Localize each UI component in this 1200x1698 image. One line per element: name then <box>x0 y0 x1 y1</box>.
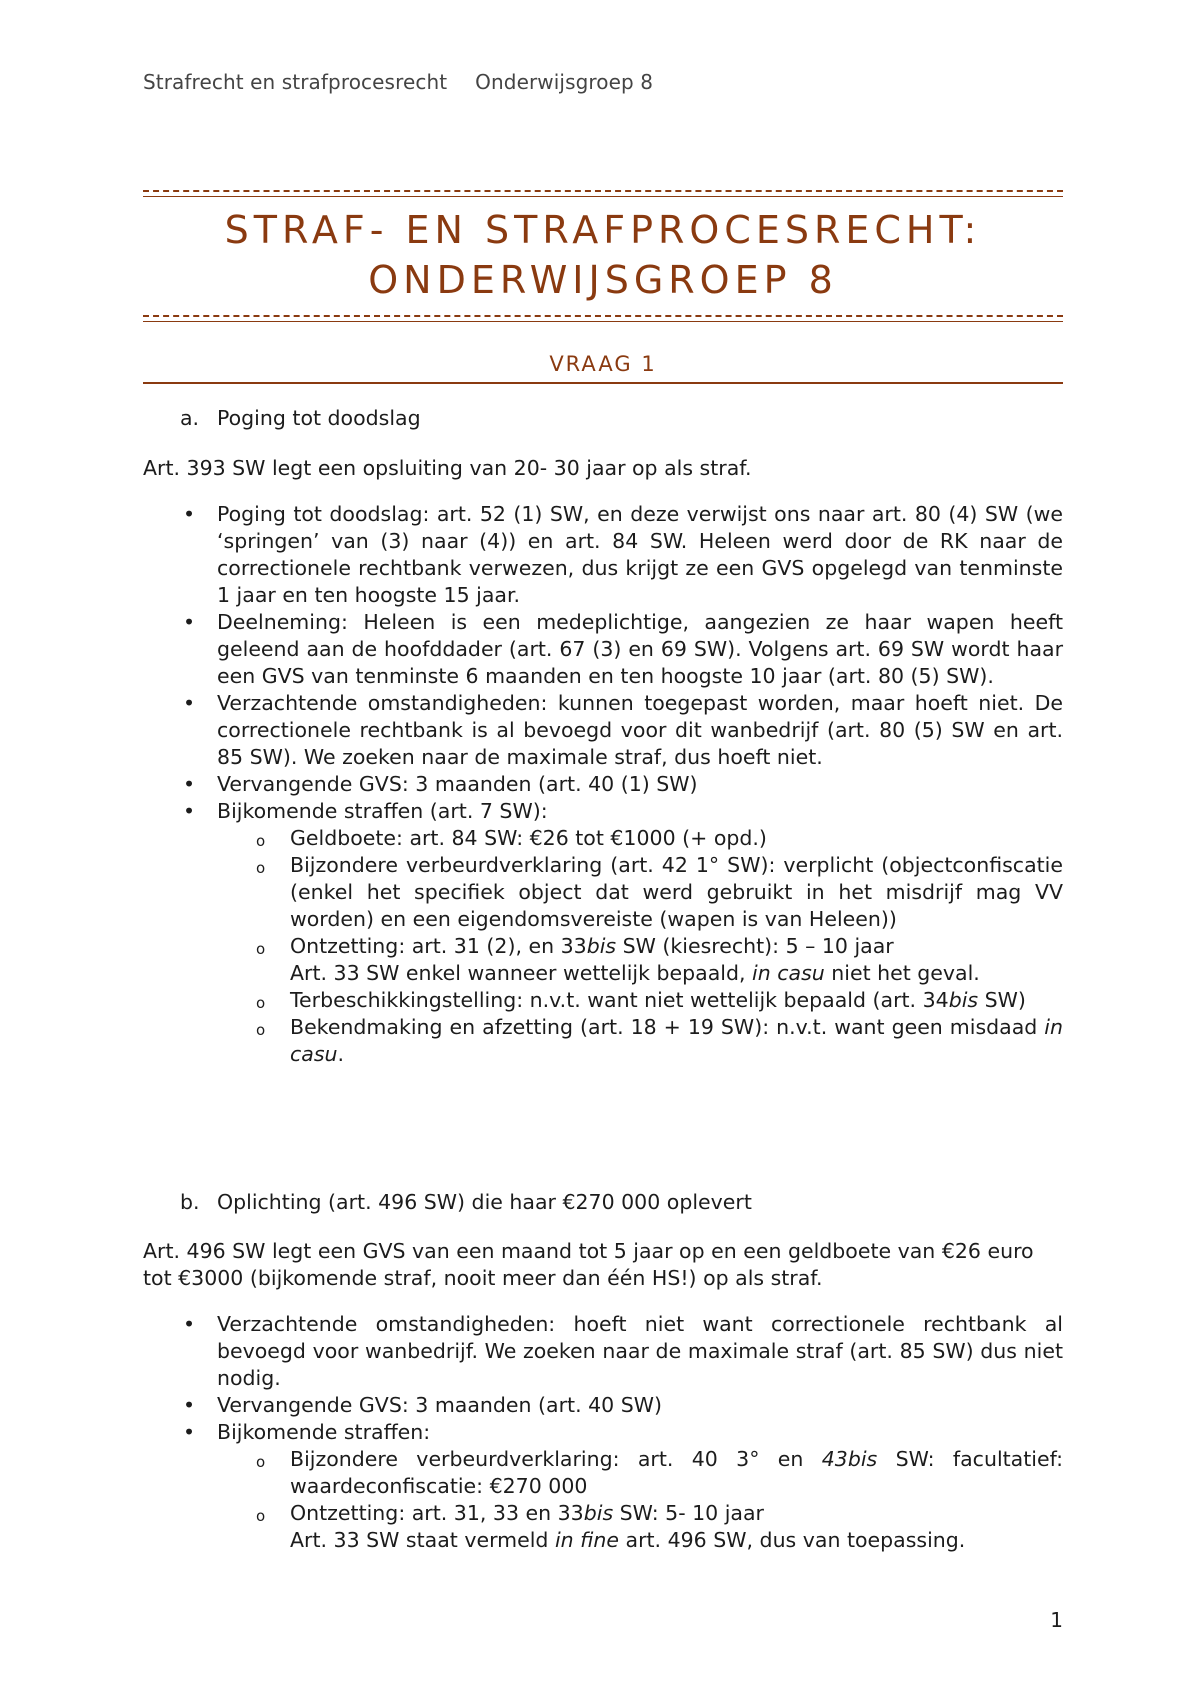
sub-bullet-icon: o <box>256 832 266 850</box>
text-run: SW (kiesrecht): 5 – 10 jaar <box>616 934 894 958</box>
list-item <box>143 798 1063 1068</box>
page-number: 1 <box>1050 1608 1063 1632</box>
header-group: Onderwijsgroep 8 <box>475 70 654 94</box>
bullet-icon: • <box>183 1420 196 1444</box>
text-run: Bekendmaking en afzetting (art. 18 + 19 SW): n.v.t. want geen misdaad <box>290 1015 1045 1039</box>
list-item-text: Poging tot doodslag: art. 52 (1) SW, en deze verwijst ons naar art. 80 (4) SW (we ‘springen’ van (3) naar (4)) en art. 84 SW. Heleen werd door de RK naar de correctionele rechtbank verwezen, dus krijgt ze een GVS opgelegd van tenminste 1 jaar en ten hoogste 15 jaar. <box>217 502 1063 607</box>
text-run: art. 496 SW, dus van toepassing. <box>619 1528 966 1552</box>
text-run: in casu <box>752 961 825 985</box>
list-item-text <box>290 1500 1063 1527</box>
text-run: Art. 33 SW enkel wanneer wettelijk bepaald, <box>290 961 753 985</box>
bullet-icon: • <box>183 1393 196 1417</box>
item-b-intro: Art. 496 SW legt een GVS van een maand tot 5 jaar op en een geldboete van €26 euro tot €3000 (bijkomende straf, nooit meer dan één HS!) op als straf. <box>143 1239 1034 1290</box>
bullet-icon: • <box>183 799 196 823</box>
sub-list-item <box>216 1500 1063 1554</box>
sub-bullet-icon: o <box>256 994 266 1012</box>
bullet-icon: • <box>183 1312 196 1336</box>
list-item <box>143 501 1063 609</box>
title-rule-bottom <box>143 315 1063 322</box>
list-item <box>143 1419 1063 1554</box>
list-item-note <box>290 960 1063 987</box>
list-item-text: Verzachtende omstandigheden: hoeft niet want correctionele rechtbank al bevoegd voor wanbedrijf. We zoeken naar de maximale straf (art. 85 SW) dus niet nodig. <box>217 1312 1063 1390</box>
text-run: Art. 33 SW staat vermeld <box>290 1528 555 1552</box>
sub-bullet-icon: o <box>256 1507 266 1525</box>
item-a-title: Poging tot doodslag <box>217 406 421 430</box>
sub-list-item <box>216 825 1063 852</box>
bullet-icon: • <box>183 772 196 796</box>
text-run: in fine <box>554 1528 620 1552</box>
text-run: Bijzondere verbeurdverklaring: art. 40 3° en <box>290 1447 822 1471</box>
list-item <box>143 609 1063 690</box>
title-block <box>143 190 1063 322</box>
text-run: bis <box>948 988 979 1012</box>
text-run: SW) <box>978 988 1026 1012</box>
section-heading <box>143 352 1063 384</box>
text-run: 43bis <box>821 1447 878 1471</box>
section-title: VRAAG 1 <box>143 352 1063 384</box>
text-run: Ontzetting: art. 31 (2), en 33 <box>290 934 587 958</box>
text-run: Terbeschikkingstelling: n.v.t. want niet wettelijk bepaald (art. 34 <box>290 988 949 1012</box>
list-item-text: Vervangende GVS: 3 maanden (art. 40 SW) <box>217 1393 662 1417</box>
item-b-heading <box>180 1190 752 1214</box>
text-run: . <box>337 1042 345 1066</box>
sub-list-item <box>216 1014 1063 1068</box>
list-item-text <box>290 933 1063 960</box>
item-a-bullet-list <box>143 501 1063 1068</box>
list-item-text: Bijkomende straffen (art. 7 SW): <box>217 799 548 823</box>
document-title <box>143 205 1063 305</box>
sub-list <box>217 825 1063 1068</box>
list-item-text: Vervangende GVS: 3 maanden (art. 40 (1) SW) <box>217 772 698 796</box>
text-run: SW: 5- 10 jaar <box>613 1501 764 1525</box>
title-line-2: ONDERWIJSGROEP 8 <box>368 258 838 302</box>
sub-bullet-icon: o <box>256 940 266 958</box>
sub-list-item <box>216 933 1063 987</box>
list-item <box>143 1311 1063 1392</box>
bullet-icon: • <box>183 502 196 526</box>
item-a-letter: a. <box>180 406 200 430</box>
text-run: bis <box>586 934 617 958</box>
sub-list-item <box>216 1446 1063 1500</box>
text-run: Ontzetting: art. 31, 33 en 33 <box>290 1501 584 1525</box>
sub-bullet-icon: o <box>256 859 266 877</box>
item-a-intro: Art. 393 SW legt een opsluiting van 20- 30 jaar op als straf. <box>143 456 752 480</box>
running-header <box>143 70 653 94</box>
list-item <box>143 690 1063 771</box>
sub-bullet-icon: o <box>256 1453 266 1471</box>
text-run: in casu <box>290 1015 1063 1066</box>
text-run: bis <box>583 1501 614 1525</box>
sub-bullet-icon: o <box>256 1021 266 1039</box>
item-b-title: Oplichting (art. 496 SW) die haar €270 000 oplevert <box>217 1190 752 1214</box>
list-item-note <box>290 1527 1063 1554</box>
list-item <box>143 1392 1063 1419</box>
sub-list-item <box>216 852 1063 933</box>
title-line-1: STRAF- EN STRAFPROCESRECHT: <box>224 208 982 252</box>
list-item-text: Verzachtende omstandigheden: kunnen toegepast worden, maar hoeft niet. De correctionele rechtbank is al bevoegd voor dit wanbedrijf (art. 80 (5) SW en art. 85 SW). We zoeken naar de maximale straf, dus hoeft niet. <box>217 691 1063 769</box>
item-b-letter: b. <box>180 1190 200 1214</box>
bullet-icon: • <box>183 691 196 715</box>
text-run: niet het geval. <box>824 961 980 985</box>
list-item-text: Geldboete: art. 84 SW: €26 tot €1000 (+ opd.) <box>290 826 767 850</box>
sub-list <box>217 1446 1063 1554</box>
item-a-heading <box>180 406 421 430</box>
header-course: Strafrecht en strafprocesrecht <box>143 70 448 94</box>
text-run: SW: facultatief: waardeconfiscatie: €270 000 <box>290 1447 1063 1498</box>
list-item-text: Deelneming: Heleen is een medeplichtige, aangezien ze haar wapen heeft geleend aan de hoofddader (art. 67 (3) en 69 SW). Volgens art. 69 SW wordt haar een GVS van tenminste 6 maanden en ten hoogste 10 jaar (art. 80 (5) SW). <box>217 610 1063 688</box>
bullet-icon: • <box>183 610 196 634</box>
sub-list-item <box>216 987 1063 1014</box>
list-item <box>143 771 1063 798</box>
item-b-bullet-list <box>143 1311 1063 1554</box>
title-rule-top <box>143 190 1063 197</box>
list-item-text: Bijkomende straffen: <box>217 1420 431 1444</box>
list-item-text: Bijzondere verbeurdverklaring (art. 42 1° SW): verplicht (objectconfiscatie (enkel het specifiek object dat werd gebruikt in het misdrijf mag VV worden) en een eigendomsvereiste (wapen is van Heleen)) <box>290 853 1063 931</box>
